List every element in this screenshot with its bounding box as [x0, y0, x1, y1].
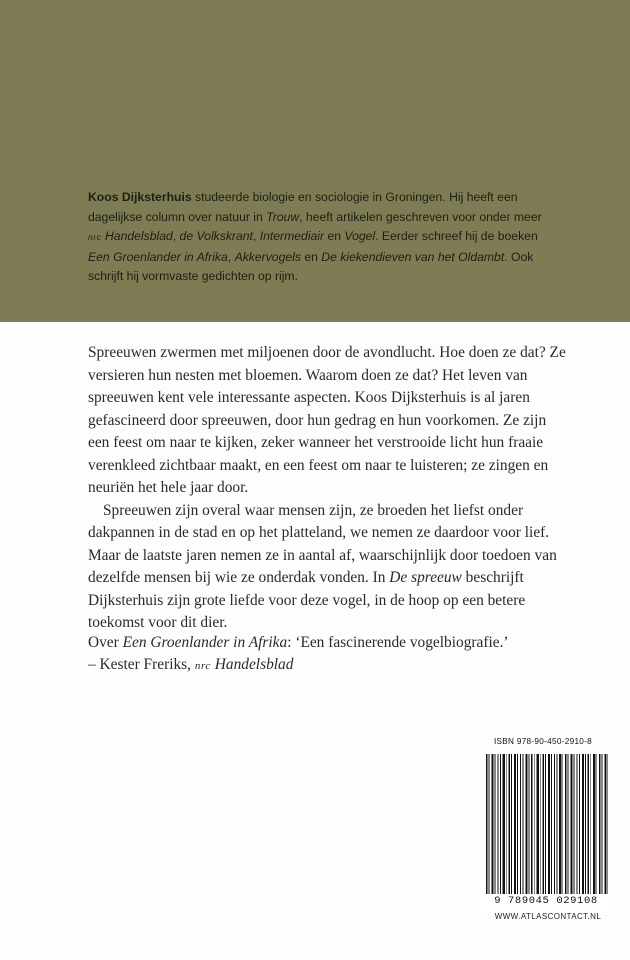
publication-name: Intermediair [259, 229, 325, 244]
isbn-label: ISBN 978-90-450-2910-8 [493, 737, 593, 746]
bio-text: , [227, 249, 235, 264]
bio-text: en [300, 249, 322, 264]
publication-name: de Volkskrant [179, 229, 253, 244]
quote-line [88, 632, 566, 654]
publication-name: Vogel [344, 229, 376, 244]
blurb-paragraph-1: Spreeuwen zwermen met miljoenen door de avondlucht. Hoe doen ze dat? Ze versieren hun nesten met bloemen. Waarom doen ze dat? Het leven van spreeuwen kent vele interessante aspecten. Koos Dijksterhuis is al jaren gefascineerd door spreeuwen, door hun gedrag en hun voorkomen. Ze zijn een feest om naar te kijken, zeker wanneer het verstrooide licht hun fraaie verenkleed zichtbaar maakt, en een feest om naar te luisteren; ze zingen en neuriën het hele jaar door. [88, 344, 566, 496]
author-bio [88, 188, 558, 287]
blurb-text: Spreeuwen zijn overal waar mensen zijn, ze broeden het liefst onder dakpannen in de stad en op het platteland, we nemen ze daardoor voor lief. Maar de laatste jaren nemen ze in aantal af, waarschijnlijk door toedoen van dezelfde mensen bij wie ze onderdak vonden. In [88, 501, 557, 586]
book-title: Een Groenlander in Afrika [88, 249, 228, 264]
blurb-text: beschrijft Dijksterhuis zijn grote liefde voor deze vogel, in de hoop op een betere toekomst voor dit dier. [88, 569, 526, 631]
book-title: Akkervogels [234, 249, 301, 264]
book-blurb [88, 342, 566, 635]
author-name: Koos Dijksterhuis [88, 190, 192, 204]
book-title: Een Groenlander in Afrika [122, 634, 288, 651]
barcode-digits: 9 789045 029108 [494, 895, 598, 907]
bio-text: . Ook schrijft hij vormvaste gedichten op rijm. [88, 249, 534, 284]
book-title: De spreeuw [389, 569, 462, 586]
barcode-icon [486, 754, 608, 894]
quote-attribution [88, 654, 566, 677]
bio-text: , [252, 229, 260, 244]
bio-text: . Eerder schreef hij de boeken [375, 229, 538, 244]
publication-name: Trouw [266, 209, 300, 224]
blurb-paragraph-2 [88, 500, 566, 635]
bio-text: en [324, 229, 345, 244]
quote-author: – Kester Freriks, [88, 656, 195, 673]
bio-text: studeerde biologie en sociologie in Groningen. Hij heeft een dagelijkse column over natuur in [88, 190, 518, 224]
quote-text: : ‘Een fascinerende vogelbiografie.’ [287, 634, 509, 651]
publication-name: nrc [88, 232, 102, 243]
publication-name: Handelsblad [210, 656, 294, 673]
publisher-website: WWW.ATLASCONTACT.NL [494, 912, 602, 921]
publication-name: nrc [194, 660, 211, 672]
review-quote [88, 632, 566, 677]
publication-name: Handelsblad [101, 229, 173, 244]
book-title: De kiekendieven van het Oldambt [321, 249, 505, 264]
bio-text: , heeft artikelen geschreven voor onder meer [299, 209, 542, 224]
quote-text: Over [88, 634, 123, 651]
bio-text: , [172, 229, 180, 244]
